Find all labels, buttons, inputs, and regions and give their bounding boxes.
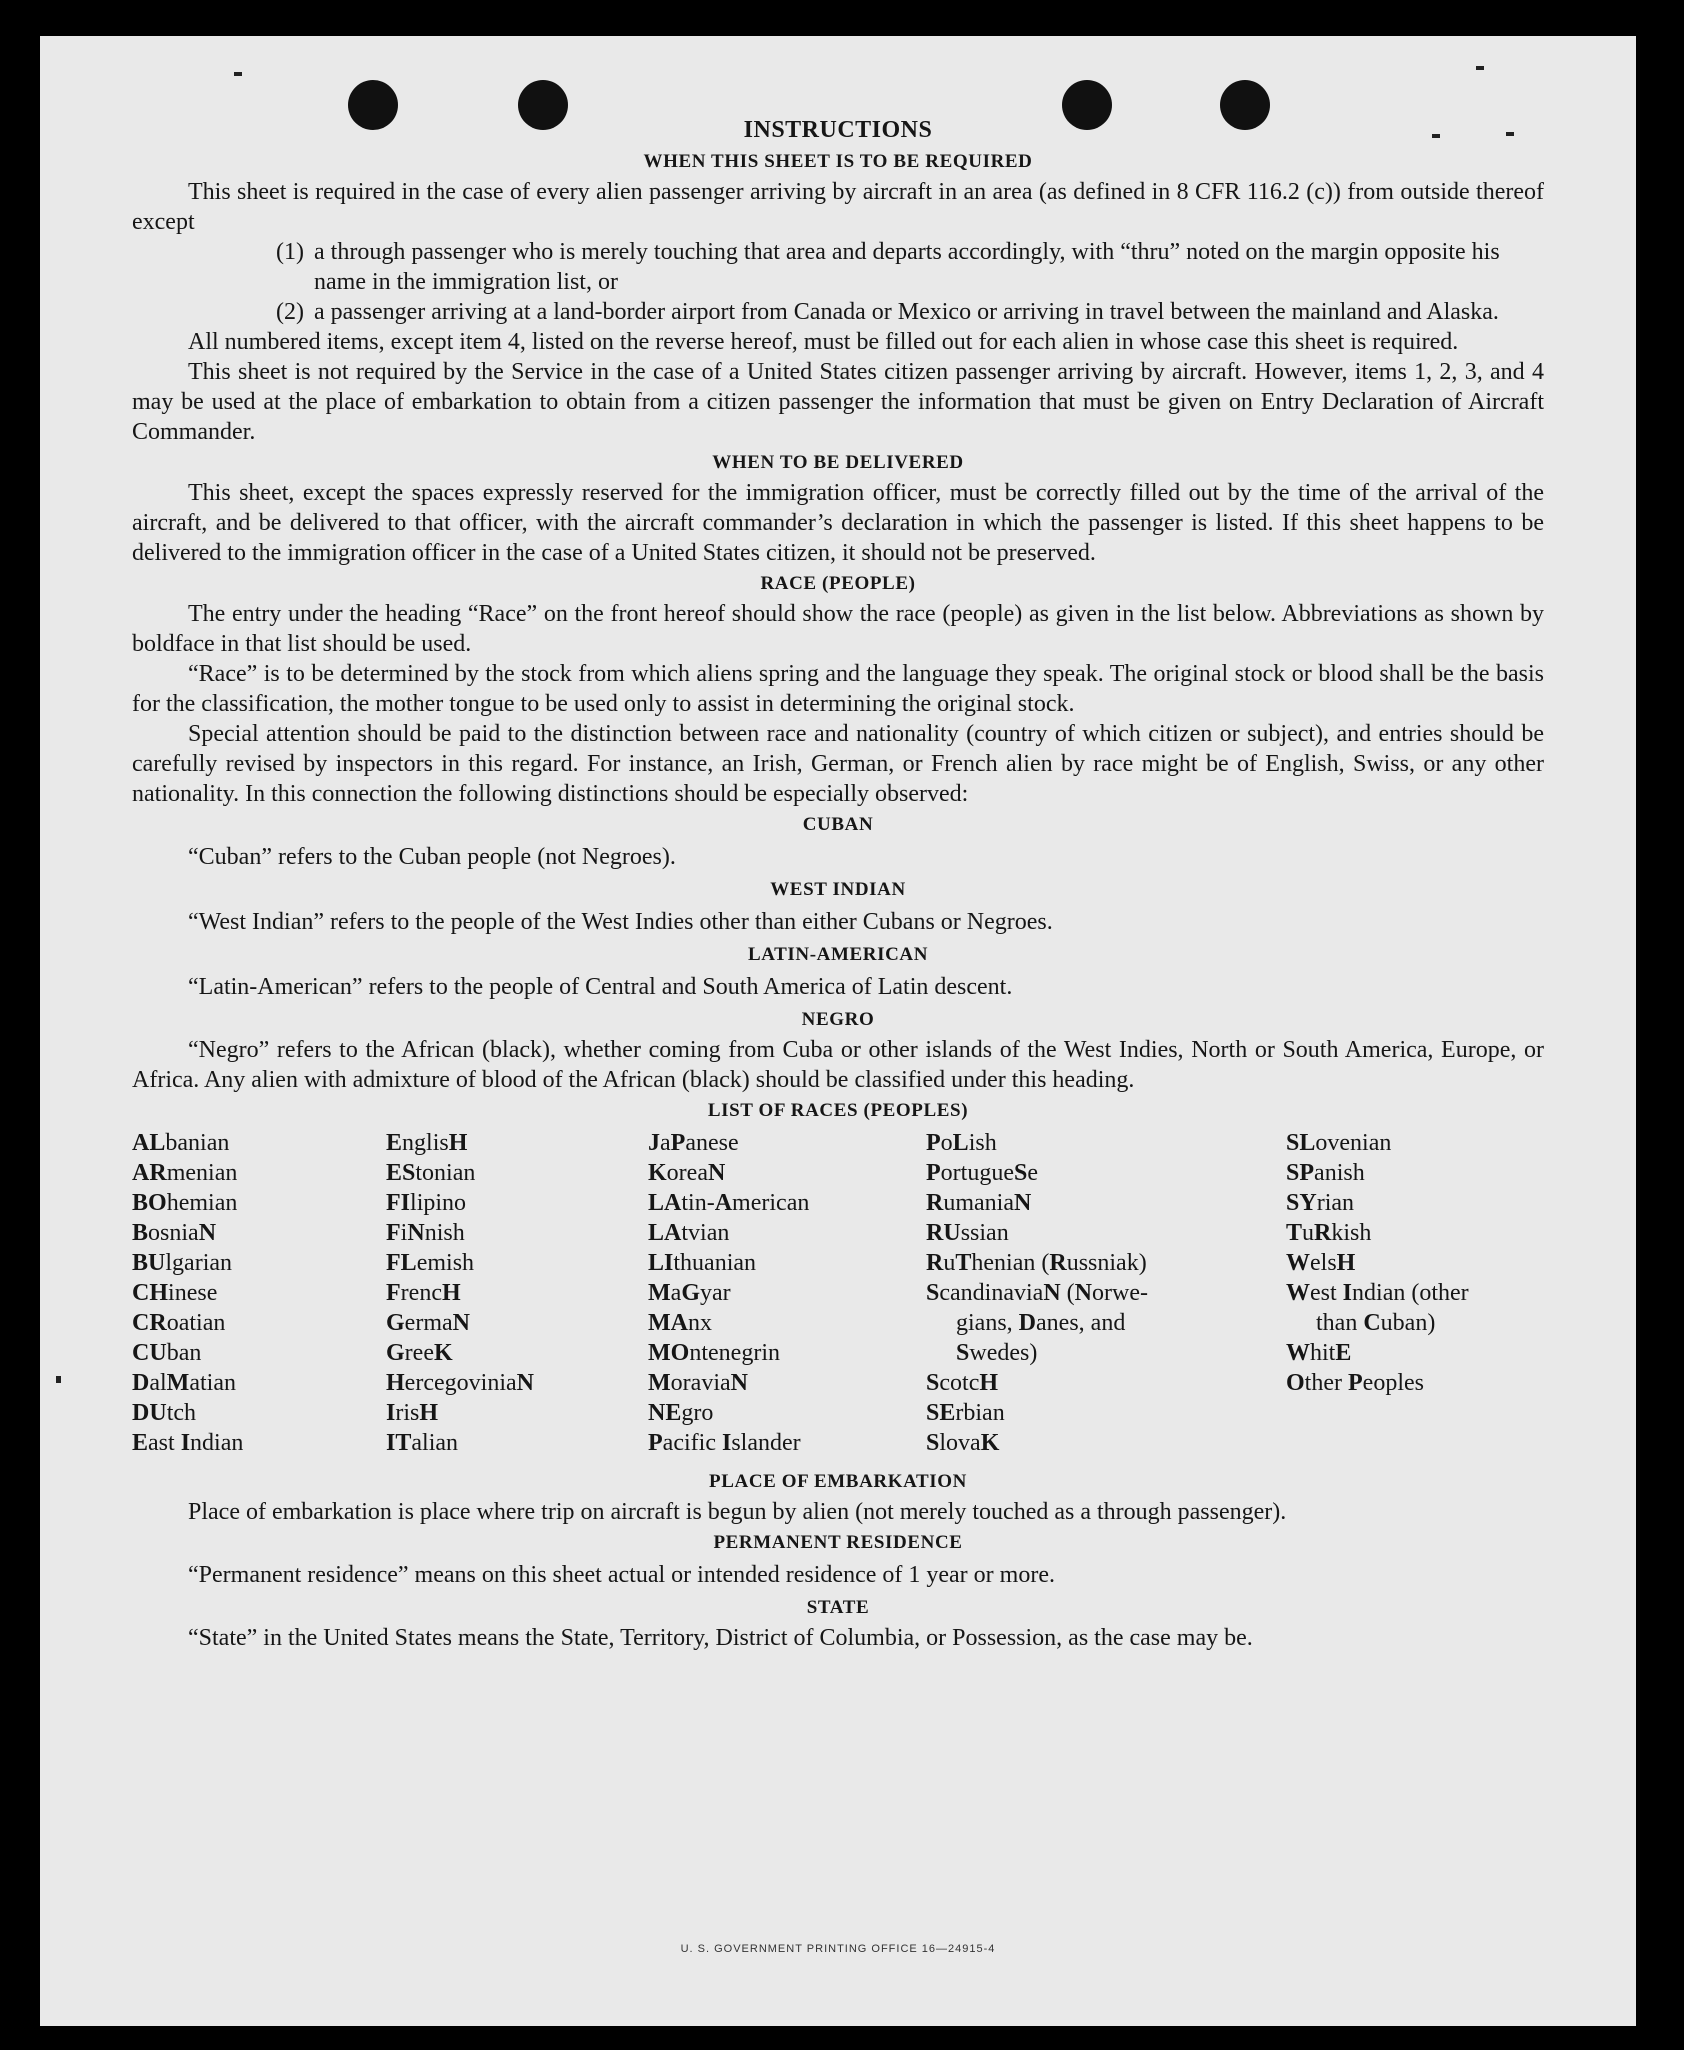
race-entry: LIthuanian — [648, 1250, 757, 1276]
race-entry: BosniaN — [132, 1220, 217, 1246]
race-entry: MOntenegrin — [648, 1340, 780, 1366]
race-entry: GermaN — [386, 1310, 470, 1336]
numbered-item — [132, 237, 1544, 297]
race-entry: SYrian — [1286, 1190, 1355, 1216]
printer-imprint: U. S. GOVERNMENT PRINTING OFFICE 16—24915-4 — [680, 1943, 996, 1955]
race-entry: ScandinaviaN (Norwe- — [926, 1280, 1149, 1306]
section-heading: PERMANENT RESIDENCE — [713, 1532, 963, 1553]
section-heading: PLACE OF EMBARKATION — [709, 1471, 967, 1492]
section-heading: WHEN THIS SHEET IS TO BE REQUIRED — [643, 151, 1033, 172]
race-entry: FrencH — [386, 1280, 461, 1306]
paragraph: This sheet is required in the case of every alien passenger arriving by aircraft in an area (as defined in 8 CFR 116.2 (c)) from outside thereof except — [132, 179, 1544, 235]
section-heading: WHEN TO BE DELIVERED — [712, 452, 964, 473]
section-heading: STATE — [806, 1597, 870, 1618]
race-entry: SErbian — [926, 1400, 1005, 1426]
race-entry: East Indian — [132, 1430, 244, 1456]
race-column — [386, 1128, 648, 1458]
definition: “Permanent residence” means on this sheet actual or intended residence of 1 year or more. — [188, 1562, 1055, 1588]
race-entry: ARmenian — [132, 1160, 238, 1186]
race-entry: West Indian (other — [1286, 1280, 1469, 1306]
definition: “West Indian” refers to the people of the West Indies other than either Cubans or Negroes. — [188, 909, 1053, 935]
race-entry: MAnx — [648, 1310, 712, 1336]
item-text: a passenger arriving at a land-border airport from Canada or Mexico or arriving in travel between the mainland and Alaska. — [314, 299, 1499, 325]
race-entry: IrisH — [386, 1400, 439, 1426]
race-entry: LAtin-American — [648, 1190, 810, 1216]
race-column — [1286, 1128, 1544, 1458]
race-entry: FIlipino — [386, 1190, 467, 1216]
definition: “Cuban” refers to the Cuban people (not Negroes). — [188, 844, 676, 870]
paragraph: “State” in the United States means the State, Territory, District of Columbia, or Possession, as the case may be. — [188, 1625, 1253, 1651]
paragraph: All numbered items, except item 4, listed on the reverse hereof, must be filled out for each alien in whose case this sheet is required. — [188, 329, 1459, 355]
race-entry: DUtch — [132, 1400, 197, 1426]
race-entry: GreeK — [386, 1340, 453, 1366]
race-list — [132, 1128, 1544, 1458]
race-entry: RUssian — [926, 1220, 1009, 1246]
paragraph: This sheet is not required by the Service in the case of a United States citizen passenger arriving by aircraft. However, items 1, 2, 3, and 4 may be used at the place of embarkation to obtain from a citizen passenger the information that must be given on Entry Declaration of Aircraft Commander. — [132, 359, 1544, 445]
numbered-item — [132, 297, 1544, 327]
race-entry: RuThenian (Russniak) — [926, 1250, 1147, 1276]
race-entry: BUlgarian — [132, 1250, 233, 1276]
race-entry: JaPanese — [648, 1130, 739, 1156]
race-entry: RumaniaN — [926, 1190, 1032, 1216]
race-entry: ScotcH — [926, 1370, 999, 1396]
race-entry: TuRkish — [1286, 1220, 1372, 1246]
race-entry: PortugueSe — [926, 1160, 1039, 1186]
page-title: INSTRUCTIONS — [743, 117, 933, 143]
paragraph: Place of embarkation is place where trip on aircraft is begun by alien (not merely touched as a through passenger). — [188, 1499, 1287, 1525]
item-number: (1) — [276, 239, 304, 265]
race-entry: EStonian — [386, 1160, 476, 1186]
paragraph: This sheet, except the spaces expressly reserved for the immigration officer, must be correctly filled out by the time of the arrival of the aircraft, and be delivered to that officer, with the aircraft commander’s declaration in which the passenger is listed. If this sheet happens to be delivered to the immigration officer in the case of a United States citizen, it should not be preserved. — [132, 480, 1544, 566]
race-entry: CRoatian — [132, 1310, 226, 1336]
race-entry: ALbanian — [132, 1130, 230, 1156]
race-entry: ITalian — [386, 1430, 459, 1456]
paragraph: “Race” is to be determined by the stock from which aliens spring and the language they speak. The original stock or blood shall be the basis for the classification, the mother tongue to be used only to assist in determining the original stock. — [132, 661, 1544, 717]
paragraph: “Negro” refers to the African (black), whether coming from Cuba or other islands of the West Indies, North or South America, Europe, or Africa. Any alien with admixture of blood of the African (black) should be classified under this heading. — [132, 1037, 1544, 1093]
race-entry: MoraviaN — [648, 1370, 748, 1396]
race-entry: Pacific Islander — [648, 1430, 801, 1456]
scan-speck — [56, 1376, 61, 1383]
race-entry: LAtvian — [648, 1220, 730, 1246]
race-entry: FiNnish — [386, 1220, 465, 1246]
race-entry: Swedes) — [956, 1340, 1038, 1366]
race-entry: NEgro — [648, 1400, 714, 1426]
document-page — [40, 36, 1636, 2026]
scan-speck — [234, 72, 242, 76]
race-entry: FLemish — [386, 1250, 475, 1276]
race-entry: SLovenian — [1286, 1130, 1392, 1156]
race-entry: gians, Danes, and — [956, 1310, 1126, 1336]
item-text: a through passenger who is merely touching that area and departs accordingly, with “thru” noted on the margin opposite his name in the immigration list, or — [314, 239, 1500, 295]
race-entry: Other Peoples — [1286, 1370, 1424, 1396]
section-heading: LATIN-AMERICAN — [747, 944, 929, 965]
race-entry: MaGyar — [648, 1280, 731, 1306]
race-entry: than Cuban) — [1316, 1310, 1436, 1336]
scan-speck — [1476, 66, 1484, 70]
definition: “Latin-American” refers to the people of Central and South America of Latin descent. — [188, 974, 1013, 1000]
race-column — [926, 1128, 1286, 1458]
race-entry: WelsH — [1286, 1250, 1356, 1276]
race-entry: CHinese — [132, 1280, 218, 1306]
section-heading: RACE (PEOPLE) — [760, 573, 916, 594]
race-entry: HercegoviniaN — [386, 1370, 534, 1396]
race-entry: PoLish — [926, 1130, 997, 1156]
race-entry: BOhemian — [132, 1190, 238, 1216]
instructions-content — [132, 114, 1544, 1955]
race-entry: DalMatian — [132, 1370, 236, 1396]
race-entry: KoreaN — [648, 1160, 726, 1186]
race-column — [132, 1128, 386, 1458]
item-number: (2) — [276, 299, 304, 325]
section-heading: LIST OF RACES (PEOPLES) — [707, 1100, 969, 1121]
paragraph: Special attention should be paid to the distinction between race and nationality (country of which citizen or subject), and entries should be carefully revised by inspectors in this regard. For instance, an Irish, German, or French alien by race might be of English, Swiss, or any other nationality. In this connection the following distinctions should be especially observed: — [132, 721, 1544, 807]
race-entry: SlovaK — [926, 1430, 1000, 1456]
section-heading: CUBAN — [802, 814, 874, 835]
race-entry: CUban — [132, 1340, 202, 1366]
race-entry: EnglisH — [386, 1130, 468, 1156]
section-heading: WEST INDIAN — [770, 879, 906, 900]
paragraph: The entry under the heading “Race” on the front hereof should show the race (people) as given in the list below. Abbreviations as shown by boldface in that list should be used. — [132, 601, 1544, 657]
race-column — [648, 1128, 926, 1458]
race-entry: WhitE — [1286, 1340, 1352, 1366]
section-heading: NEGRO — [801, 1009, 875, 1030]
race-entry: SPanish — [1286, 1160, 1365, 1186]
